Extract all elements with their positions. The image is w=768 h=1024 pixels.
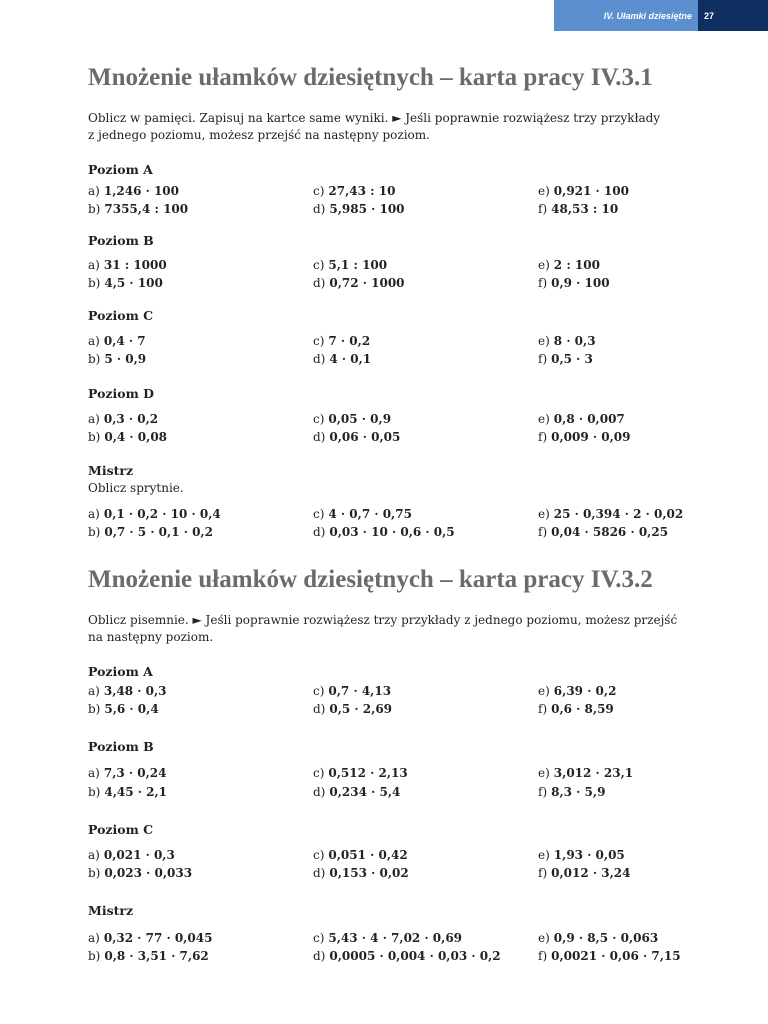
- sheet1-instruction: [88, 110, 728, 144]
- exercise-item: e) 3,012 · 23,1: [538, 766, 634, 780]
- sheet2-instruction-line2: na następny poziom.: [88, 630, 214, 644]
- page-number: 27: [698, 0, 768, 31]
- exercise-item: b) 0,7 · 5 · 0,1 · 0,2: [88, 525, 213, 539]
- sheet1-level-d-heading: Poziom D: [88, 386, 155, 401]
- exercise-row: [88, 702, 748, 720]
- exercise-item: d) 4 · 0,1: [313, 352, 372, 366]
- exercise-item: e) 0,8 · 0,007: [538, 412, 625, 426]
- exercise-item: d) 5,985 · 100: [313, 202, 405, 216]
- exercise-item: f) 0,6 · 8,59: [538, 702, 614, 716]
- sheet1-level-b-heading: Poziom B: [88, 233, 154, 248]
- exercise-row: [88, 412, 748, 430]
- sheet2-instruction-line1: Oblicz pisemnie. ► Jeśli poprawnie rozwiążesz trzy przykłady z jednego poziomu, możesz przejść: [88, 613, 678, 627]
- exercise-item: f) 0,0021 · 0,06 · 7,15: [538, 949, 681, 963]
- exercise-item: c) 27,43 : 10: [313, 184, 396, 198]
- sheet1-instruction-line2: z jednego poziomu, możesz przejść na następny poziom.: [88, 128, 430, 142]
- exercise-row: [88, 184, 748, 202]
- exercise-item: d) 0,153 · 0,02: [313, 866, 409, 880]
- exercise-item: e) 2 : 100: [538, 258, 600, 272]
- exercise-item: f) 0,9 · 100: [538, 276, 610, 290]
- exercise-row: [88, 352, 748, 370]
- exercise-row: [88, 785, 748, 803]
- exercise-item: e) 1,93 · 0,05: [538, 848, 625, 862]
- exercise-item: d) 0,234 · 5,4: [313, 785, 401, 799]
- exercise-row: [88, 258, 748, 276]
- exercise-item: c) 5,1 : 100: [313, 258, 388, 272]
- sheet1-master-heading: Mistrz: [88, 463, 134, 478]
- exercise-row: [88, 949, 748, 967]
- exercise-item: a) 3,48 · 0,3: [88, 684, 167, 698]
- exercise-row: [88, 866, 748, 884]
- exercise-item: e) 8 · 0,3: [538, 334, 596, 348]
- exercise-item: b) 5 · 0,9: [88, 352, 147, 366]
- sheet1-title: Mnożenie ułamków dziesiętnych – karta pracy IV.3.1: [88, 64, 653, 91]
- exercise-row: [88, 507, 748, 525]
- exercise-item: e) 25 · 0,394 · 2 · 0,02: [538, 507, 684, 521]
- sheet1-master-subtitle: Oblicz sprytnie.: [88, 481, 184, 495]
- exercise-item: e) 0,921 · 100: [538, 184, 629, 198]
- exercise-item: b) 0,023 · 0,033: [88, 866, 193, 880]
- exercise-item: e) 0,9 · 8,5 · 0,063: [538, 931, 659, 945]
- exercise-item: e) 6,39 · 0,2: [538, 684, 617, 698]
- exercise-item: c) 0,512 · 2,13: [313, 766, 408, 780]
- sheet2-title: Mnożenie ułamków dziesiętnych – karta pracy IV.3.2: [88, 566, 653, 593]
- exercise-item: c) 0,05 · 0,9: [313, 412, 392, 426]
- exercise-item: a) 0,4 · 7: [88, 334, 146, 348]
- exercise-item: c) 0,7 · 4,13: [313, 684, 392, 698]
- exercise-item: f) 48,53 : 10: [538, 202, 619, 216]
- exercise-item: a) 7,3 · 0,24: [88, 766, 167, 780]
- sheet2-instruction: [88, 612, 728, 646]
- exercise-item: f) 0,04 · 5826 · 0,25: [538, 525, 669, 539]
- exercise-item: b) 0,8 · 3,51 · 7,62: [88, 949, 209, 963]
- sheet2-master-heading: Mistrz: [88, 903, 134, 918]
- exercise-row: [88, 931, 748, 949]
- exercise-item: f) 0,009 · 0,09: [538, 430, 631, 444]
- exercise-item: a) 0,3 · 0,2: [88, 412, 159, 426]
- exercise-item: d) 0,03 · 10 · 0,6 · 0,5: [313, 525, 455, 539]
- exercise-item: c) 4 · 0,7 · 0,75: [313, 507, 412, 521]
- exercise-row: [88, 202, 748, 220]
- exercise-item: c) 7 · 0,2: [313, 334, 371, 348]
- exercise-item: a) 0,021 · 0,3: [88, 848, 175, 862]
- exercise-row: [88, 334, 748, 352]
- exercise-row: [88, 430, 748, 448]
- exercise-item: a) 31 : 1000: [88, 258, 167, 272]
- exercise-item: b) 5,6 · 0,4: [88, 702, 159, 716]
- exercise-item: a) 0,32 · 77 · 0,045: [88, 931, 213, 945]
- exercise-item: b) 4,45 · 2,1: [88, 785, 168, 799]
- exercise-item: d) 0,5 · 2,69: [313, 702, 393, 716]
- sheet1-instruction-line1: Oblicz w pamięci. Zapisuj na kartce same wyniki. ► Jeśli poprawnie rozwiążesz trzy przykłady: [88, 111, 661, 125]
- sheet1-level-a-heading: Poziom A: [88, 162, 153, 177]
- exercise-item: f) 8,3 · 5,9: [538, 785, 606, 799]
- exercise-item: b) 0,4 · 0,08: [88, 430, 168, 444]
- exercise-row: [88, 684, 748, 702]
- sheet2-level-a-heading: Poziom A: [88, 664, 153, 679]
- exercise-item: a) 0,1 · 0,2 · 10 · 0,4: [88, 507, 221, 521]
- exercise-item: b) 7355,4 : 100: [88, 202, 189, 216]
- exercise-item: c) 0,051 · 0,42: [313, 848, 408, 862]
- chapter-header: [554, 0, 768, 31]
- exercise-row: [88, 766, 748, 784]
- exercise-row: [88, 276, 748, 294]
- sheet2-level-c-heading: Poziom C: [88, 822, 154, 837]
- exercise-row: [88, 525, 748, 543]
- exercise-row: [88, 848, 748, 866]
- chapter-title: IV. Ułamki dziesiętne: [603, 10, 692, 21]
- exercise-item: d) 0,0005 · 0,004 · 0,03 · 0,2: [313, 949, 501, 963]
- exercise-item: b) 4,5 · 100: [88, 276, 163, 290]
- sheet1-level-c-heading: Poziom C: [88, 308, 154, 323]
- exercise-item: d) 0,72 · 1000: [313, 276, 405, 290]
- sheet2-level-b-heading: Poziom B: [88, 739, 154, 754]
- exercise-item: f) 0,5 · 3: [538, 352, 593, 366]
- exercise-item: a) 1,246 · 100: [88, 184, 180, 198]
- exercise-item: c) 5,43 · 4 · 7,02 · 0,69: [313, 931, 463, 945]
- exercise-item: f) 0,012 · 3,24: [538, 866, 631, 880]
- exercise-item: d) 0,06 · 0,05: [313, 430, 401, 444]
